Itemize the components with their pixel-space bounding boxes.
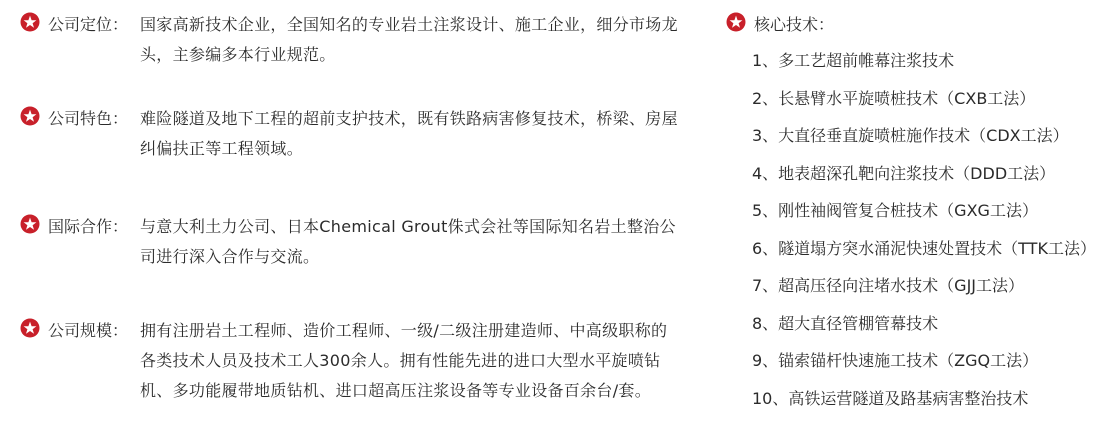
feature-text: 国家高新技术企业，全国知名的专业岩土注浆设计、施工企业，细分市场龙头，主参编多本行业规范。 [140,15,678,64]
list-item: 5、刚性袖阀管复合桩技术（GXG工法） [752,201,1038,220]
star-badge-icon [20,12,40,32]
core-technology-section [726,10,1106,408]
core-technology-list [752,46,1096,421]
feature-label: 公司定位： [48,15,129,34]
list-item: 4、地表超深孔靶向注浆技术（DDD工法） [752,163,1056,183]
star-badge-icon [726,12,746,32]
list-item: 6、隧道塌方突水涌泥快速处置技术（TTK工法） [752,238,1096,258]
list-item: 2、长悬臂水平旋喷桩技术（CXB工法） [752,88,1036,108]
core-technology-heading [726,10,1106,40]
star-badge-icon [20,214,40,234]
feature-label: 国际合作： [48,217,129,236]
list-item: 1、多工艺超前帷幕注浆技术 [752,51,955,70]
list-item: 8、超大直径管棚管幕技术 [752,313,939,333]
feature-label: 公司特色： [48,109,129,128]
feature-label: 公司规模： [48,321,129,340]
list-item: 9、锚索锚杆快速施工技术（ZGQ工法） [752,351,1039,370]
list-item: 3、大直径垂直旋喷桩施作技术（CDX工法） [752,126,1069,145]
feature-text: 难险隧道及地下工程的超前支护技术，既有铁路病害修复技术，桥梁、房屋纠偏扶正等工程领域。 [140,109,678,158]
list-item: 10、高铁运营隧道及路基病害整治技术 [752,388,1029,408]
list-item: 7、超高压径向注堵水技术（GJJ工法） [752,276,1025,295]
star-badge-icon [20,106,40,126]
core-technology-label: 核心技术： [754,15,835,34]
feature-text: 与意大利土力公司、日本Chemical Grout侏式会社等国际知名岩土整治公司进行深入合作与交流。 [140,217,676,266]
feature-text: 拥有注册岩土工程师、造价工程师、一级/二级注册建造师、中高级职称的各类技术人员及技术工人300余人。拥有性能先进的进口大型水平旋喷钻机、多功能履带地质钻机、进口超高压注浆设备等专业设备百余台/套。 [140,321,668,400]
star-badge-icon [20,318,40,338]
